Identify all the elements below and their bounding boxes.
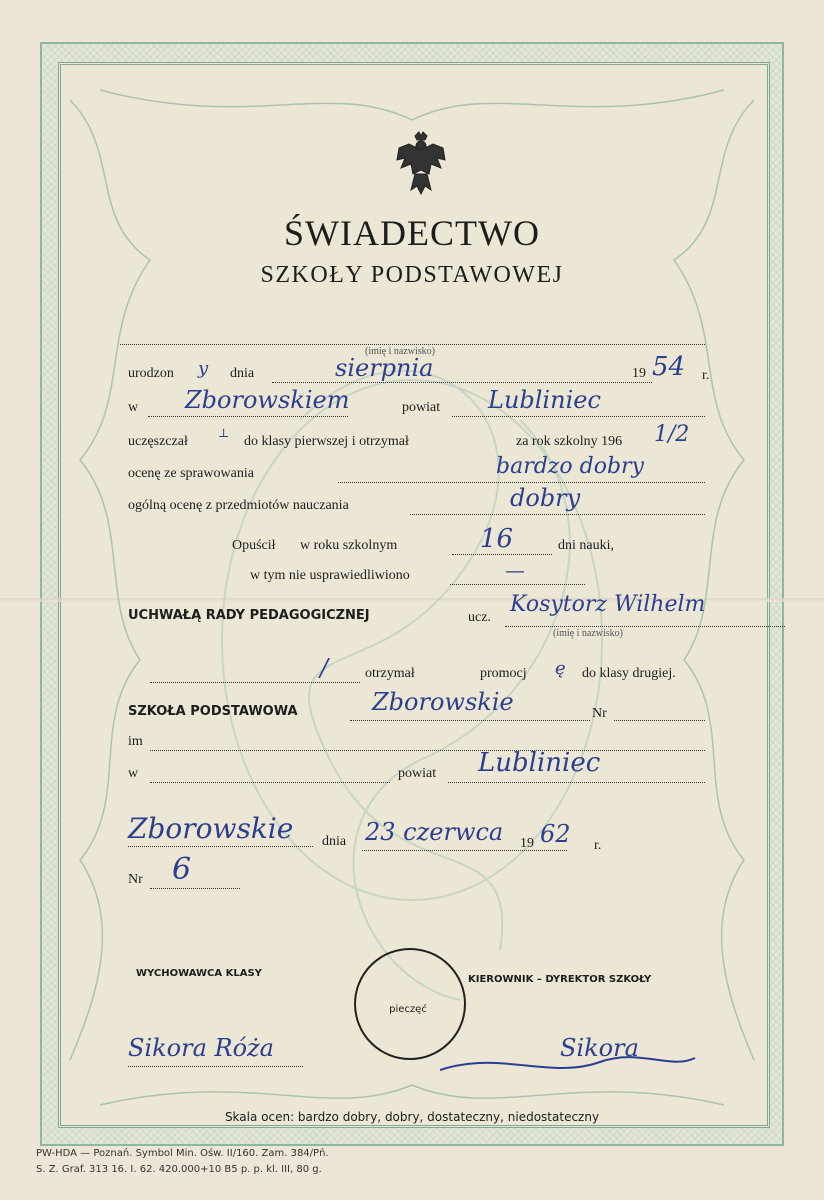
eagle-emblem xyxy=(393,130,449,200)
birth-place-line xyxy=(148,416,348,417)
document-title: ŚWIADECTWO xyxy=(284,213,540,253)
promotion-mark: / xyxy=(320,654,329,682)
unexcused-days: — xyxy=(505,558,525,582)
grade-scale: Skala ocen: bardzo dobry, dobry, dostateczny, niedostateczny xyxy=(224,1110,600,1124)
school-year-absence-label: w roku szkolnym xyxy=(300,538,398,553)
issue-place: Zborowskie xyxy=(128,812,294,845)
issue-year: 62 xyxy=(540,820,571,848)
school-name: Zborowskie xyxy=(372,688,514,716)
birth-county: Lubliniec xyxy=(488,386,601,414)
school-town-line xyxy=(150,782,390,783)
pupil-line xyxy=(505,626,785,627)
birth-place: Zborowskiem xyxy=(185,386,350,414)
school-nr-line xyxy=(614,720,705,721)
school-year: 1/2 xyxy=(654,422,690,447)
school-in-label: w xyxy=(128,766,139,781)
director-label: KIEROWNIK – DYREKTOR SZKOŁY xyxy=(468,974,652,985)
school-county-line xyxy=(448,782,705,783)
school-name-line xyxy=(350,720,590,721)
conduct-line xyxy=(338,482,705,483)
promotion-label: promocj xyxy=(480,666,527,681)
council-label: UCHWAŁĄ RADY PEDAGOGICZNEJ xyxy=(128,608,370,623)
absent-days: 16 xyxy=(480,524,514,554)
county-label: powiat xyxy=(402,400,441,415)
issue-nr-label: Nr xyxy=(128,872,143,887)
to-class-label: do klasy drugiej. xyxy=(582,666,676,681)
teacher-signature: Sikora Róża xyxy=(128,1034,274,1062)
stamp-label: pieczęć xyxy=(389,1004,427,1015)
birth-year-suffix: r. xyxy=(702,368,710,383)
teacher-label: WYCHOWAWCA KLASY xyxy=(136,968,262,979)
issue-year-suffix: r. xyxy=(594,838,602,853)
attended-label: uczęszczał xyxy=(128,434,188,449)
pupil-name: Kosytorz Wilhelm xyxy=(510,592,706,617)
issue-nr-line xyxy=(150,888,240,889)
born-suffix: y xyxy=(198,358,209,379)
birth-date-line xyxy=(272,382,652,383)
issue-year-prefix: 19 xyxy=(520,836,534,851)
director-signature: Sikora xyxy=(560,1034,639,1062)
unexcused-label: w tym nie usprawiedliwiono xyxy=(250,568,410,583)
issue-date-line xyxy=(362,850,567,851)
birth-county-line xyxy=(452,416,705,417)
director-signature-flourish xyxy=(440,1040,700,1080)
name-caption: (imię i nazwisko) xyxy=(365,346,435,357)
promotion-line xyxy=(150,682,360,683)
school-label: SZKOŁA PODSTAWOWA xyxy=(128,704,298,719)
pupil-label: ucz. xyxy=(468,610,491,625)
conduct-grade: bardzo dobry xyxy=(496,454,644,479)
conduct-label: ocenę ze sprawowania xyxy=(128,466,254,481)
print-info-line2: S. Z. Graf. 313 16. I. 62. 420.000+10 B5 p. p. kl. III, 80 g. xyxy=(36,1164,322,1175)
birth-year-prefix: 19 xyxy=(632,366,646,381)
general-line xyxy=(410,514,705,515)
attended-mark: ⊥ xyxy=(218,426,230,440)
name-line xyxy=(120,344,705,345)
school-nr-label: Nr xyxy=(592,706,607,721)
day-label: dnia xyxy=(230,366,255,381)
teacher-sign-line xyxy=(128,1066,303,1067)
school-im-label: im xyxy=(128,734,143,749)
in-label: w xyxy=(128,400,139,415)
general-grade-label: ogólną ocenę z przedmiotów nauczania xyxy=(128,498,349,513)
school-county-label: powiat xyxy=(398,766,437,781)
general-grade: dobry xyxy=(510,484,581,512)
days-label: dni nauki, xyxy=(558,538,614,553)
issue-day-label: dnia xyxy=(322,834,347,849)
issue-date: 23 czerwca xyxy=(365,818,504,846)
school-im-line xyxy=(150,750,705,751)
school-year-label: za rok szkolny 196 xyxy=(516,434,623,449)
issue-place-line xyxy=(128,846,313,847)
class-label: do klasy pierwszej i otrzymał xyxy=(244,434,409,449)
absent-label: Opuścił xyxy=(232,538,276,553)
birth-year: 54 xyxy=(652,352,686,382)
print-info-line1: PW-HDA — Poznań. Symbol Min. Ośw. II/160. Zam. 384/Pń. xyxy=(36,1148,329,1159)
school-county: Lubliniec xyxy=(478,748,601,778)
days-line xyxy=(452,554,552,555)
born-label: urodzon xyxy=(128,366,174,381)
promotion-suffix: ę xyxy=(555,658,566,679)
received-label: otrzymał xyxy=(365,666,415,681)
document-subtitle: SZKOŁY PODSTAWOWEJ xyxy=(260,262,564,288)
issue-nr: 6 xyxy=(172,852,192,887)
birth-month: sierpnia xyxy=(335,354,434,382)
unexcused-line xyxy=(450,584,585,585)
pupil-caption: (imię i nazwisko) xyxy=(553,628,623,639)
